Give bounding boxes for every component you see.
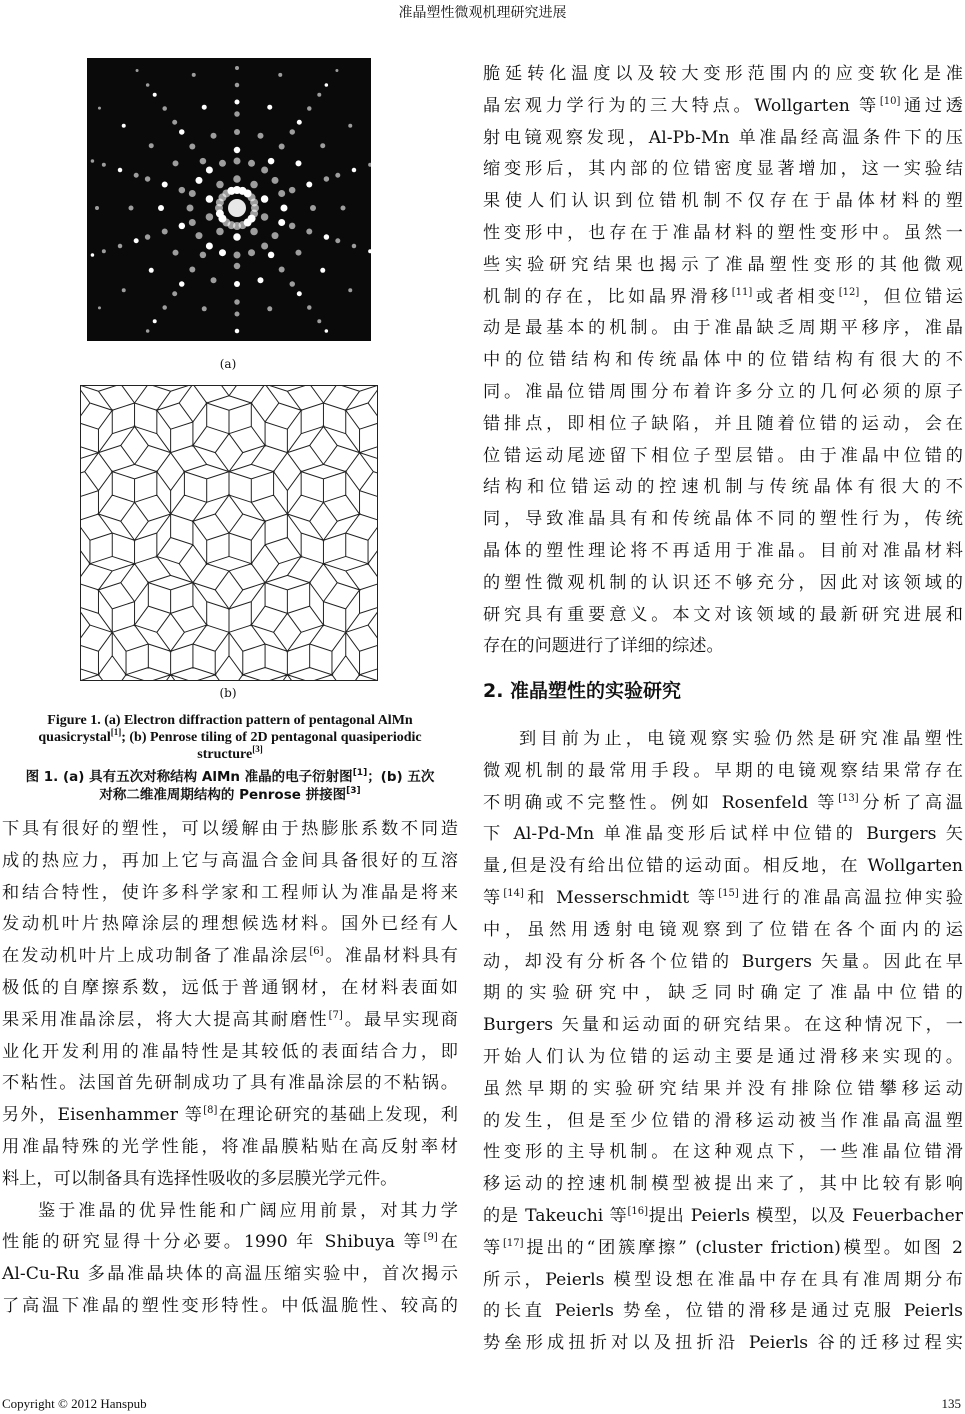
diffraction-spot [320, 268, 325, 273]
penrose-tiling-svg [80, 385, 378, 681]
figure-caption-en [0, 712, 460, 763]
text-line: 同，导致准晶具有和传统晶体不同的塑性行为，传统 [483, 509, 963, 530]
text-line: 结构和位错运动的控速机制与传统晶体有很大的不 [483, 477, 963, 498]
text-line: 另外，Eisenhammer 等[8]在理论研究的基础上发现，利 [2, 1105, 458, 1126]
citation-ref: [1] [352, 768, 368, 778]
diffraction-spot [211, 277, 217, 283]
diffraction-spot [325, 83, 329, 87]
diffraction-spot [234, 129, 240, 135]
diffraction-spot [235, 312, 240, 317]
diffraction-spot [162, 305, 167, 310]
diffraction-spot [136, 69, 139, 72]
diffraction-spot [118, 168, 123, 173]
diffraction-spot [324, 234, 330, 240]
diffraction-spot [278, 190, 285, 197]
diffraction-spot [234, 281, 240, 287]
diffraction-spot [211, 133, 217, 139]
text-line: 的长直 Peierls 势垒，位错的滑移是通过克服 Peierls [483, 1301, 963, 1322]
caption-line: Figure 1. (a) Electron diffraction pattern of pentagonal AlMn [47, 713, 413, 728]
diffraction-spot [102, 249, 106, 253]
diffraction-spot [91, 253, 95, 257]
diffraction-spot [352, 168, 357, 173]
running-title: 准晶塑性微观机理研究进展 [398, 5, 567, 21]
diffraction-spot [202, 306, 207, 311]
diffraction-spot [341, 206, 346, 211]
citation-ref: [17] [503, 1237, 524, 1249]
text-line: 等[17]提出的“团簇摩擦” (cluster friction)模型。如图 2 [483, 1237, 963, 1258]
text-line: 业化开发利用的准晶特性是其较低的表面结合力，即 [2, 1041, 458, 1062]
text-line: 虽然早期的实验研究结果并没有排除位错攀移运动 [483, 1078, 963, 1099]
diffraction-spot [235, 329, 240, 334]
diffraction-spot [146, 83, 150, 87]
diffraction-spot [368, 163, 371, 167]
diffraction-spot [320, 143, 325, 148]
diffraction-spot [158, 205, 164, 211]
diffraction-spot [149, 268, 154, 273]
citation-ref: [6] [309, 946, 324, 958]
text-line: 成的热应力，再加上它与高温合金间具备很好的互溶 [2, 850, 458, 871]
diffraction-spot [189, 190, 196, 197]
caption-line: 对称二维准周期结构的 Penrose 拼接图[3] [99, 786, 361, 803]
text-line: 的是 Takeuchi 等[16]提出 Peierls 模型，以及 Feuerbacher [483, 1205, 963, 1226]
penrose-tiling-image [80, 385, 378, 681]
diffraction-spot [295, 160, 301, 166]
diffraction-spot [234, 263, 241, 270]
diffraction-spot [257, 277, 263, 283]
text-line: 脆延转化温度以及较大变形范围内的应变软化是准 [483, 64, 963, 84]
text-line: 些实验研究结果也揭示了准晶塑性变形的其他微观 [483, 254, 963, 275]
diffraction-spot [173, 160, 179, 166]
diffraction-spot [278, 219, 285, 226]
text-line: 期的实验研究中，缺乏同时确定了准晶中位错的 [483, 983, 963, 1004]
diffraction-spot [219, 249, 226, 256]
left-column-text [2, 814, 458, 1323]
diffraction-spot [118, 244, 123, 249]
text-line: 在发动机叶片上成功制备了准晶涂层[6]。准晶材料具有 [2, 946, 458, 967]
diffraction-spot [179, 281, 185, 287]
text-line: 中的位错结构和传统晶体中的位错结构有很大的不 [483, 350, 963, 371]
text-line: 不粘性。法国首先研制成功了具有准晶涂层的不粘锅。 [2, 1073, 458, 1094]
diffraction-spot [189, 144, 195, 150]
diffraction-spot [234, 111, 240, 117]
diffraction-spot [289, 187, 296, 194]
diffraction-spot [234, 252, 241, 259]
diffraction-spot [348, 288, 352, 292]
diffraction-spot [206, 243, 213, 250]
diffraction-pattern-image [87, 58, 371, 341]
text-line: 同。准晶位错周围分布着许多分立的几何必须的原子 [483, 381, 963, 402]
text-line: 微观机制的最常用手段。早期的电镜观察结果常存在 [483, 760, 963, 781]
diffraction-spot [290, 129, 296, 135]
diffraction-spot [145, 234, 151, 240]
diffraction-spot [235, 83, 240, 88]
diffraction-spot [98, 107, 101, 110]
diffraction-spot [279, 266, 285, 272]
citation-ref: [11] [731, 286, 753, 298]
citation-ref: [1] [110, 727, 122, 737]
text-line: 用准晶特殊的光学性能，将准晶膜粘贴在高反射率材 [2, 1136, 458, 1157]
diffraction-spot [172, 291, 177, 296]
diffraction-spot [192, 73, 196, 77]
diffraction-spot [335, 69, 338, 72]
diffraction-spot [352, 244, 357, 249]
citation-ref: [13] [838, 792, 859, 804]
section-heading: 2. 准晶塑性的实验研究 [483, 680, 682, 702]
diffraction-spot [335, 173, 340, 178]
diffraction-spot [179, 223, 186, 230]
citation-ref: [15] [718, 887, 739, 899]
diffraction-spot [257, 133, 263, 139]
text-line: 不明确或不完整性。例如 Rosenfeld 等[13]分析了高温 [483, 792, 963, 813]
figure-label-b: (b) [219, 686, 237, 700]
diffraction-spot [234, 299, 240, 305]
diffraction-spot [324, 176, 330, 182]
diffraction-spot [306, 182, 312, 188]
text-line: 机制的存在，比如晶界滑移[11]或者相变[12]，但位错运 [483, 286, 963, 307]
diffraction-spot [195, 232, 202, 239]
diffraction-spot [272, 177, 279, 184]
diffraction-spot [189, 219, 196, 226]
caption-line: structure[3] [197, 744, 263, 762]
caption-line: 图 1. (a) 具有五次对称结构 AlMn 准晶的电子衍射图[1]；(b) 五次 [25, 768, 435, 785]
text-line: 晶宏观力学行为的三大特点。Wollgarten 等[10]通过透 [483, 95, 963, 116]
text-line: 到目前为止，电镜观察实验仍然是研究准晶塑性 [519, 729, 963, 749]
text-line: 果使人们认识到位错机制不仅存在于晶体材料的塑 [483, 191, 963, 212]
diffraction-spot [172, 120, 177, 125]
text-line: 了高温下准晶的塑性变形特性。中低温脆性、较高的 [2, 1295, 458, 1316]
diffraction-spot [179, 187, 186, 194]
text-line: 性变形的主导机制。在这种观点下，一些准晶位错滑 [483, 1142, 963, 1163]
diffraction-spot [189, 266, 195, 272]
text-line: 下 Al-Pd-Mn 单准晶变形后试样中位错的 Burgers 矢 [483, 824, 963, 845]
diffraction-spot [98, 306, 101, 309]
diffraction-spot [295, 250, 301, 256]
diffraction-spot [228, 199, 246, 217]
diffraction-spot [216, 181, 224, 189]
diffraction-spot [289, 223, 296, 230]
citation-ref: [3] [252, 744, 263, 754]
diffraction-spot [200, 252, 207, 258]
text-line: Al-Cu-Ru 多晶准晶块体的高温压缩实验中，首次揭示 [2, 1264, 458, 1285]
diffraction-spot [310, 205, 316, 211]
text-line: 势垒形成扭折对以及扭折沿 Peierls 谷的迁移过程实 [483, 1333, 963, 1354]
text-line: 性变形中，也存在于准晶材料的塑性变形中。虽然一 [483, 222, 963, 243]
diffraction-spot [267, 105, 272, 110]
diffraction-spot [368, 249, 371, 253]
diffraction-spot [122, 124, 126, 128]
diffraction-spot [234, 147, 241, 154]
text-line: 料上，可以制备具有选择性吸收的多层膜光学元件。 [2, 1168, 398, 1189]
diffraction-spot [91, 159, 95, 163]
diffraction-spot [281, 205, 288, 212]
diffraction-pattern-svg [87, 58, 371, 341]
page-number: 135 [941, 1396, 961, 1411]
caption-line: quasicrystal[1]; (b) Penrose tiling of 2D pentagonal quasiperiodic [38, 727, 422, 745]
diffraction-spot [248, 249, 255, 256]
diffraction-spot [146, 329, 150, 333]
diffraction-spot [261, 243, 268, 250]
diffraction-spot [235, 66, 239, 70]
diffraction-spot [297, 291, 302, 296]
diffraction-spot [200, 158, 207, 165]
diffraction-spot [202, 105, 207, 110]
diffraction-spot [272, 232, 279, 239]
diffraction-spot [206, 195, 214, 203]
text-line: 所示，Peierls 模型设想在准晶中存在具有准周期分布 [483, 1269, 963, 1290]
diffraction-spot [122, 288, 126, 292]
footer-copyright: Copyright © 2012 Hanspub [2, 1396, 147, 1411]
diffraction-spot [187, 205, 194, 212]
diffraction-spot [307, 305, 312, 310]
citation-ref: [12] [838, 286, 860, 298]
text-line: 中，虽然用透射电镜观察到了位错在各个面内的运 [483, 919, 963, 940]
diffraction-spot [216, 228, 224, 236]
text-line: 和结合特性，使许多科学家和工程师认为准晶是将来 [2, 882, 458, 903]
diffraction-spot [307, 106, 312, 111]
diffraction-spot [239, 187, 247, 195]
citation-ref: [10] [879, 95, 901, 107]
diffraction-spot [233, 175, 241, 183]
diffraction-spot [102, 163, 106, 167]
diffraction-spot [233, 233, 241, 241]
text-line: 存在的问题进行了详细的综述。 [483, 636, 724, 657]
text-line: 位错运动尾迹留下相位子型层错。由于准晶中位错的 [483, 445, 963, 466]
citation-ref: [8] [203, 1105, 218, 1117]
text-line: Burgers 矢量和运动面的研究结果。在这种情况下，一 [483, 1015, 963, 1036]
text-line: 动，却没有分析各个位错的 Burgers 矢量。因此在早 [483, 951, 963, 972]
text-line: 晶体的塑性理论将不再适用于准晶。目前对准晶材料 [483, 540, 963, 561]
text-line: 果采用准晶涂层，将大大提高其耐磨性[7]。最早实现商 [2, 1009, 458, 1030]
text-line: 性能的研究显得十分必要。1990 年 Shibuya 等[9]在 [2, 1232, 458, 1253]
diffraction-spot [145, 176, 151, 182]
text-line: 发动机叶片热障涂层的理想候选材料。国外已经有人 [2, 914, 458, 935]
diffraction-spot [134, 238, 139, 243]
diffraction-spot [317, 319, 321, 323]
diffraction-spot [162, 182, 168, 188]
right-column-text-bottom [483, 724, 963, 1360]
text-line: 射电镜观察发现，Al-Pb-Mn 单准晶经高温条件下的压 [483, 127, 963, 148]
diffraction-spot [278, 73, 282, 77]
citation-ref: [16] [627, 1205, 648, 1217]
diffraction-spot [162, 228, 168, 234]
diffraction-spot [268, 158, 275, 165]
text-line: 鉴于准晶的优异性能和广阔应用前景，对其力学 [38, 1200, 458, 1221]
citation-ref: [3] [346, 786, 361, 796]
text-line: 等[14]和 Messerschmidt 等[15]进行的准晶高温拉伸实验 [483, 887, 963, 908]
figure-label-a: (a) [219, 357, 237, 371]
diffraction-spot [290, 281, 296, 287]
text-line: 移运动的控速机制模型被提出来了，其中比较有影响 [483, 1174, 963, 1195]
tiling-edges [80, 385, 378, 681]
text-line: 极低的自摩擦系数，远低于普通钢材，在材料表面如 [2, 977, 458, 998]
diffraction-spot [335, 238, 340, 243]
diffraction-spot [195, 177, 202, 184]
diffraction-spot [261, 195, 269, 203]
text-line: 开始人们认为位错的运动主要是通过滑移来实现的。 [483, 1046, 963, 1067]
citation-ref: [7] [328, 1009, 343, 1021]
diffraction-spot [219, 160, 226, 167]
diffraction-spot [206, 213, 214, 221]
diffraction-spot [279, 144, 285, 150]
diffraction-spot [149, 143, 154, 148]
right-column-text-top [483, 59, 963, 663]
text-line: 错排点，即相位子缺陷，并且随着位错的运动，会在 [483, 413, 963, 434]
text-line: 缩变形后，其内部的位错密度显著增加，这一实验结 [483, 159, 963, 180]
diffraction-spot [267, 306, 272, 311]
citation-ref: [14] [503, 887, 524, 899]
diffraction-spot [248, 160, 255, 167]
text-line: 动是最基本的机制。由于准晶缺乏周期平移序，准晶 [483, 318, 963, 339]
diffraction-spot [268, 252, 275, 258]
diffraction-spot [173, 250, 179, 256]
diffraction-spot [325, 329, 329, 333]
diffraction-spot [153, 93, 157, 97]
text-line: 研究具有重要意义。本文对该领域的最新研究进展和 [483, 604, 963, 625]
diffraction-spot [179, 129, 185, 135]
diffraction-spot [235, 100, 240, 105]
text-line: 的发生，但是至少位错的滑移运动被当作准晶高温塑 [483, 1110, 963, 1131]
diffraction-spot [234, 158, 241, 165]
text-line: 的塑性微观机制的认识还不够充分，因此对该领域的 [483, 572, 963, 593]
diffraction-spot [261, 213, 269, 221]
diffraction-spot [250, 228, 258, 236]
diffraction-spot [153, 319, 157, 323]
diffraction-spot [348, 124, 352, 128]
diffraction-spot [206, 166, 213, 173]
text-line: 下具有很好的塑性，可以缓解由于热膨胀系数不同造 [2, 819, 458, 839]
diffraction-spot [134, 173, 139, 178]
text-line: 量,但是没有给出位错的运动面。相反地，在 Wollgarten [483, 856, 963, 877]
citation-ref: [9] [423, 1232, 438, 1244]
diffraction-spot [129, 206, 134, 211]
diffraction-spot [306, 228, 312, 234]
diffraction-spot [250, 181, 258, 189]
diffraction-spot [297, 120, 302, 125]
figure-caption-zh [0, 768, 460, 804]
diffraction-spot [162, 106, 167, 111]
diffraction-spot [317, 93, 321, 97]
diffraction-spot [95, 206, 99, 210]
diffraction-spot [261, 166, 268, 173]
